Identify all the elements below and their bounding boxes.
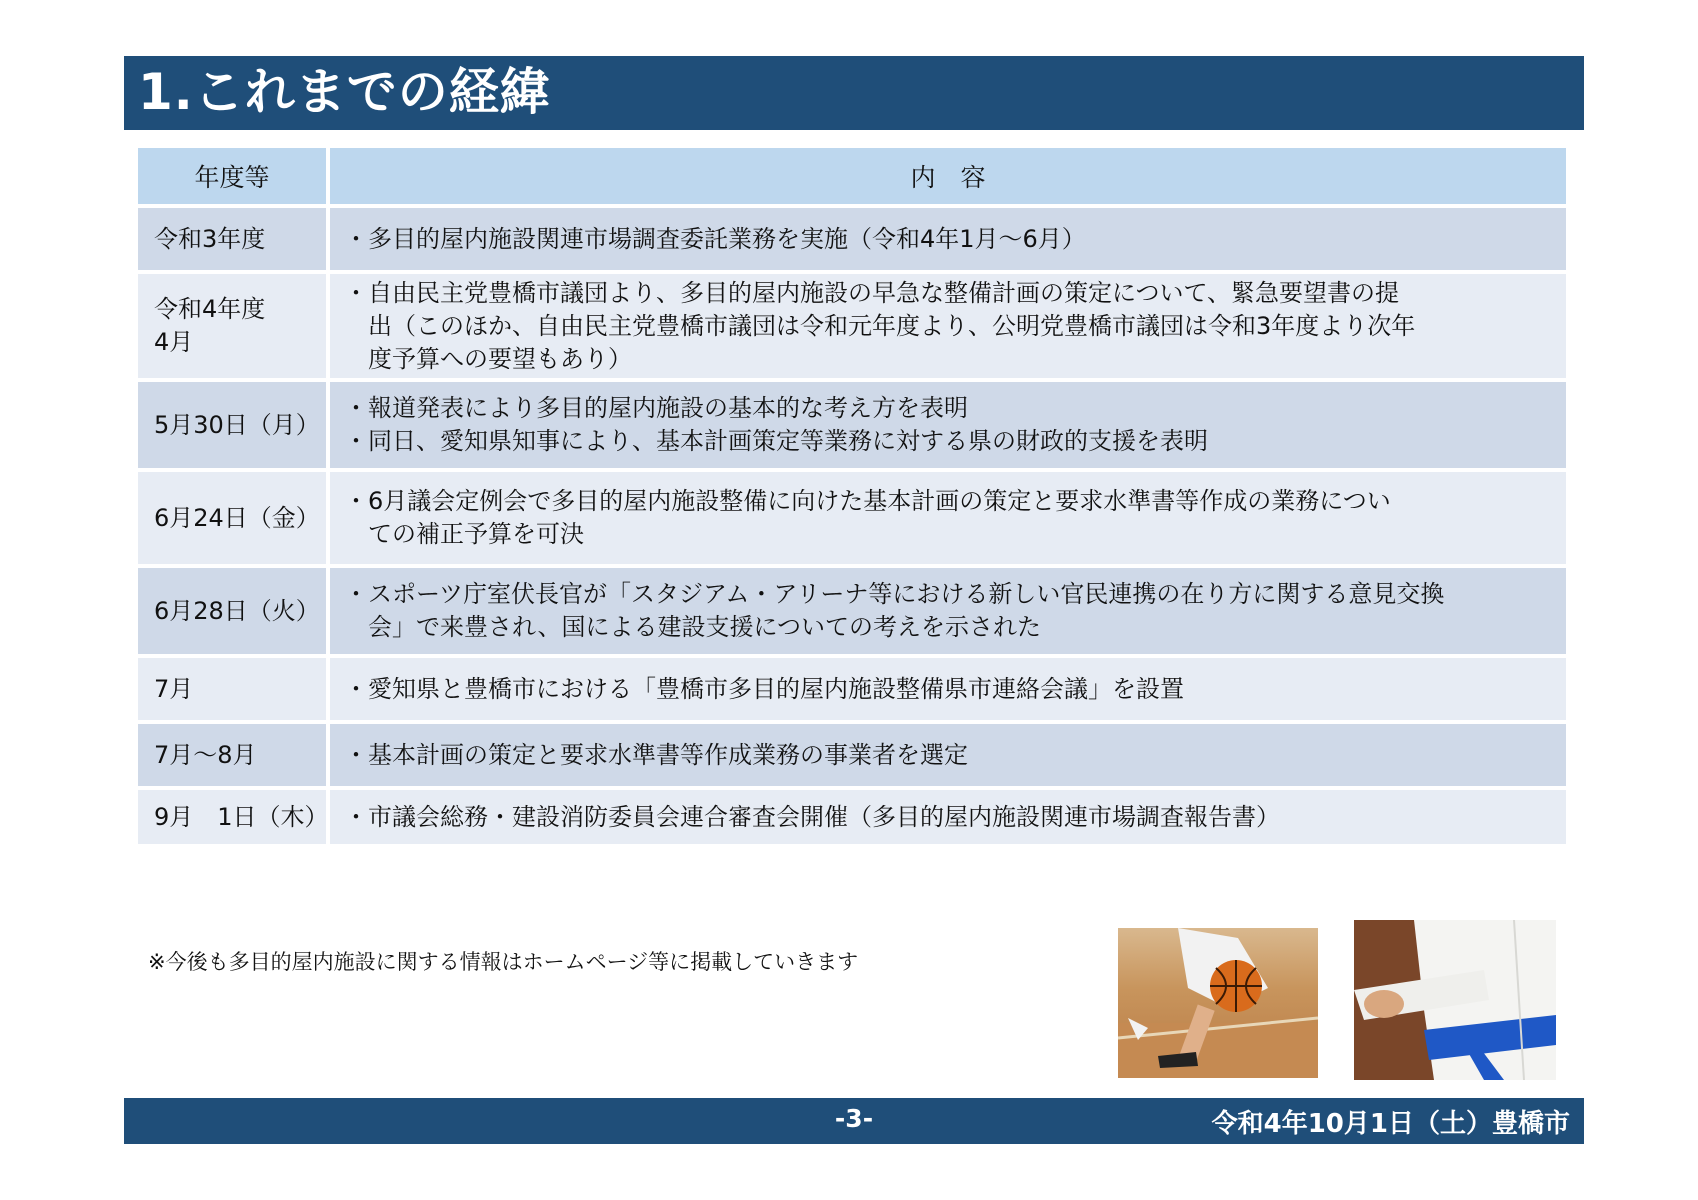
- content-cell: [330, 274, 1566, 378]
- content-line: 出（このほか、自由民主党豊橋市議団は令和元年度より、公明党豊橋市議団は令和3年度より次年: [344, 311, 1416, 340]
- table-row: [138, 472, 1566, 564]
- year-cell: [138, 274, 330, 378]
- table-row: [138, 274, 1566, 378]
- column-header-year: 年度等: [138, 148, 330, 204]
- year-line: 5月30日（月）: [154, 410, 320, 439]
- table-header-row: [138, 148, 1566, 204]
- year-cell: [138, 472, 330, 564]
- content-line: ・スポーツ庁室伏長官が「スタジアム・アリーナ等における新しい官民連携の在り方に関する意見交換: [344, 580, 1445, 608]
- year-line: 7月～8月: [154, 740, 257, 769]
- content-cell: [330, 658, 1566, 720]
- karate-photo: [1354, 920, 1556, 1080]
- year-cell: [138, 382, 330, 468]
- content-line: 会」で来豊され、国による建設支援についての考えを示された: [344, 613, 1041, 641]
- footer-bar: [124, 1098, 1584, 1144]
- content-cell: [330, 382, 1566, 468]
- timeline-body: [138, 208, 1566, 844]
- table-row: [138, 790, 1566, 844]
- year-line: 6月24日（金）: [154, 503, 320, 532]
- year-line: 令和3年度: [154, 224, 266, 253]
- footnote: ※今後も多目的屋内施設に関する情報はホームページ等に掲載していきます: [148, 950, 859, 974]
- timeline-table: [138, 144, 1566, 848]
- content-line: ・報道発表により多目的屋内施設の基本的な考え方を表明: [344, 394, 968, 422]
- year-cell: [138, 658, 330, 720]
- content-line: ・愛知県と豊橋市における「豊橋市多目的屋内施設整備県市連絡会議」を設置: [344, 674, 1184, 703]
- table-row: [138, 208, 1566, 270]
- title-bar: [124, 56, 1584, 130]
- page-number: -3-: [834, 1104, 874, 1133]
- content-line: ての補正予算を可決: [344, 520, 584, 548]
- content-cell: [330, 568, 1566, 654]
- content-line: ・同日、愛知県知事により、基本計画策定等業務に対する県の財政的支援を表明: [344, 427, 1208, 455]
- column-header-content: 内 容: [330, 148, 1566, 204]
- page-title: 1.これまでの経緯: [138, 63, 551, 121]
- basketball-photo: [1118, 928, 1318, 1078]
- year-line: 4月: [154, 328, 194, 356]
- table-row: [138, 568, 1566, 654]
- year-line: 6月28日（火）: [154, 596, 320, 625]
- content-line: ・多目的屋内施設関連市場調査委託業務を実施（令和4年1月～6月）: [344, 224, 1086, 253]
- footer-date-organization: 令和4年10月1日（土）豊橋市: [1211, 1109, 1570, 1139]
- year-cell: [138, 208, 330, 270]
- content-cell: [330, 208, 1566, 270]
- year-cell: [138, 724, 330, 786]
- content-cell: [330, 724, 1566, 786]
- year-cell: [138, 790, 330, 844]
- table-row: [138, 382, 1566, 468]
- year-line: 7月: [154, 674, 194, 703]
- content-line: ・基本計画の策定と要求水準書等作成業務の事業者を選定: [344, 740, 968, 769]
- year-line: 9月 1日（木）: [154, 802, 329, 831]
- table-row: [138, 724, 1566, 786]
- year-line: 令和4年度: [154, 295, 266, 323]
- content-line: ・6月議会定例会で多目的屋内施設整備に向けた基本計画の策定と要求水準書等作成の業務につい: [344, 487, 1391, 515]
- content-cell: [330, 472, 1566, 564]
- content-line: 度予算への要望もあり）: [344, 344, 632, 373]
- table-row: [138, 658, 1566, 720]
- year-cell: [138, 568, 330, 654]
- content-line: ・市議会総務・建設消防委員会連合審査会開催（多目的屋内施設関連市場調査報告書）: [344, 802, 1280, 831]
- content-cell: [330, 790, 1566, 844]
- content-line: ・自由民主党豊橋市議団より、多目的屋内施設の早急な整備計画の策定について、緊急要望書の提: [344, 278, 1400, 307]
